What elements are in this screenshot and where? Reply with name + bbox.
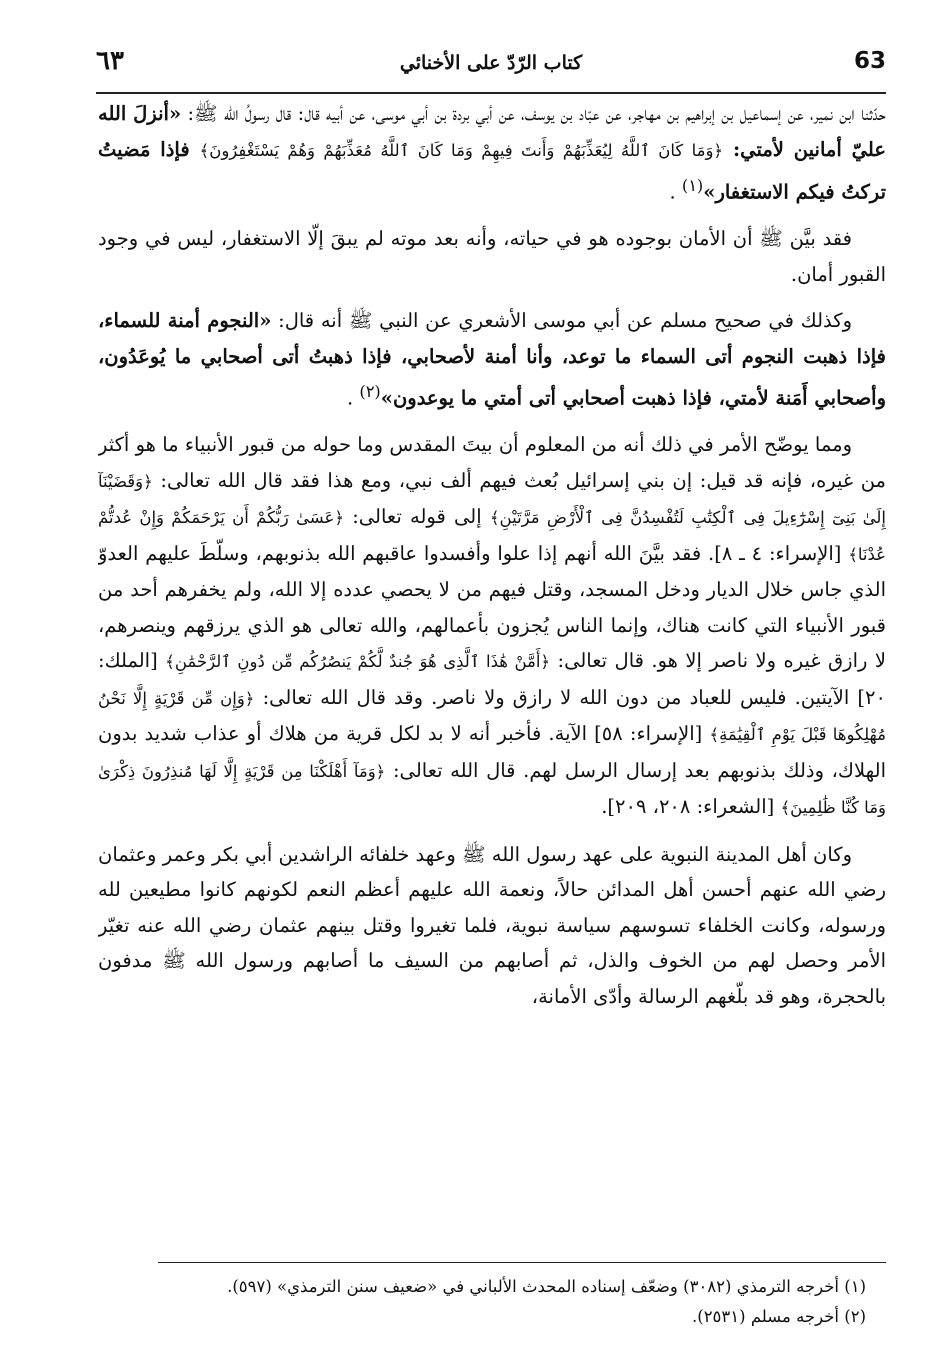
text-span: [الإسراء: ٤ ـ ٨]. فقد بيَّنَ الله أنهم إذا علوا وأفسدوا عاقبهم الله بذنوبهم، وسلّطَ عليهم العدوّ الذي جاس خلال الديار ودخل المسجد، وقتل فيهم من لا يحصي عدده إلا الله، ولم يخفرهم أحد من قبور الأنبياء التي كانت هناك، وإنما الناس يُجزون بأعمالهم، والله تعالى هو الذي يرزقهم وينصرهم، لا رازق غيره ولا ناصر إلا هو. قال تعالى: xyxy=(98,541,886,672)
hadith-text: «أنزلَ الله عليّ أمانين لأمتي: xyxy=(98,102,886,161)
text-span: إلى قوله تعالى: xyxy=(344,505,490,528)
text-span: حدّثنا ابن نمير، عن إسماعيل بن إبراهيم بن مهاجر، عن عبّاد بن يوسف، عن أبي بردة بن أبي موسى، عن أبيه قال: قال رسولُ الله ﷺ: xyxy=(181,102,886,125)
quran-verse: ﴿وَمَا كَانَ ٱللَّهُ لِيُعَذِّبَهُمْ وَأَنتَ فِيهِمْ وَمَا كَانَ ٱللَّهُ مُعَذِّبَهُمْ وَهُمْ يَسْتَغْفِرُونَ﴾ xyxy=(199,140,724,160)
quran-verse: ﴿عَسَىٰ رَبُّكُمْ أَن يَرْحَمَكُمْ وَإِنْ عُدتُّمْ عُدْنَا﴾ xyxy=(98,508,886,564)
footnote-ref[interactable]: (٢) xyxy=(359,382,381,401)
hadith-text: «النجوم أمنة للسماء، فإذا ذهبت النجوم أتى السماء ما توعد، وأنا أمنة لأصحابي، فإذا ذهبتُ أتى أصحابي ما يُوعَدُون، وأصحابي أَمَنة لأمتي، فإذا ذهبت أصحابي أتى أمتي ما يوعدون» xyxy=(98,309,886,410)
paragraph-2: فقد بيَّن ﷺ أن الأمان بوجوده هو في حياته، وأنه بعد موته لم يبقَ إلّا الاستغفار، ليس في وجود القبور أمان. xyxy=(98,227,886,286)
main-text xyxy=(98,96,886,1256)
footnote-ref[interactable]: (١) xyxy=(681,176,704,195)
quran-verse: ﴿وَقَضَيْنَآ إِلَىٰ بَنِىٓ إِسْرَٰٓءِيلَ فِى ٱلْكِتَٰبِ لَتُفْسِدُنَّ فِى ٱلْأَرْضِ مَرَّتَيْنِ﴾ xyxy=(98,471,886,527)
text-span: [الشعراء: ٢٠٨، ٢٠٩]. xyxy=(601,795,781,818)
text-span: . xyxy=(669,180,682,204)
hadith-text: فإذا مَضيتُ تركتُ فيكم الاستغفار» xyxy=(98,137,886,204)
footnote-divider xyxy=(158,1262,886,1263)
footnote-1: (١) أخرجه الترمذي (٣٠٨٢) وضعّف إسناده المحدث الألباني في «ضعيف سنن الترمذي» (٥٩٧). xyxy=(227,1277,866,1296)
text-span: . xyxy=(346,386,360,410)
running-title: كتاب الرّدّ على الأخنائي xyxy=(399,52,583,74)
text-span: ومما يوضّح الأمر في ذلك أنه من المعلوم أن بيتَ المقدس وما حوله من قبور الأنبياء ما هو أكثر من غيره، فإنه قد قيل: إن بني إسرائيل بُعث فيهم ألف نبي، ومع هذا فقد قال الله تعالى: xyxy=(98,433,886,492)
page-header xyxy=(96,44,886,94)
text-span: وكذلك في صحيح مسلم عن أبي موسى الأشعري عن النبي ﷺ أنه قال: xyxy=(271,309,852,332)
text-span: [الإسراء: ٥٨] الآية. فأخبر أنه لا بد لكل قرية من هلاك أو عذاب شديد بدون الهلاك، وذلك بذنوبهم بعد إرسال الرسل لهم. قال الله تعالى: xyxy=(98,722,886,782)
paragraph-1 xyxy=(98,96,886,210)
paragraph-4 xyxy=(98,427,886,826)
quran-verse: ﴿وَمَآ أَهْلَكْنَا مِن قَرْيَةٍ إِلَّا لَهَا مُنذِرُونَ ذِكْرَىٰ وَمَا كُنَّا ظَٰلِمِينَ﴾ xyxy=(98,761,886,817)
quran-verse: ﴿أَمَّنْ هَٰذَا ٱلَّذِى هُوَ جُندٌ لَّكُمْ يَنصُرُكُم مِّن دُونِ ٱلرَّحْمَٰنِ﴾ xyxy=(165,652,551,671)
paragraph-3 xyxy=(98,303,886,416)
footnotes xyxy=(120,1272,866,1332)
footnote-2: (٢) أخرجه مسلم (٢٥٣١). xyxy=(692,1307,866,1326)
page-number-latin: 63 xyxy=(853,48,886,74)
paragraph-5: وكان أهل المدينة النبوية على عهد رسول الله ﷺ وعهد خلفائه الراشدين أبي بكر وعمر وعثمان رضي الله عنهم أحسن أهل المدائن حالاً، ونعمة الله عليهم أعظم النعم لكونهم كانوا مطيعين لله ورسوله، وكانت الخلفاء تسوسهم سياسة نبوية، فلما تغيروا وقتل بينهم عثمان رضي الله عنه تغيّر الأمر وحصل لهم من الخوف والذل، ثم أصابهم من السيف ما أصابهم ورسول الله ﷺ مدفون بالحجرة، وهو قد بلّغهم الرسالة وأدّى الأمانة، xyxy=(98,842,886,1008)
page-number-arabic: ٦٣ xyxy=(96,46,124,76)
text-span: [الملك: ٢٠] الآيتين. فليس للعباد من دون الله لا رازق ولا ناصر. وقد قال الله تعالى: xyxy=(98,649,886,709)
quran-verse: ﴿وَإِن مِّن قَرْيَةٍ إِلَّا نَحْنُ مُهْلِكُوهَا قَبْلَ يَوْمِ ٱلْقِيَٰمَةِ﴾ xyxy=(98,688,886,744)
